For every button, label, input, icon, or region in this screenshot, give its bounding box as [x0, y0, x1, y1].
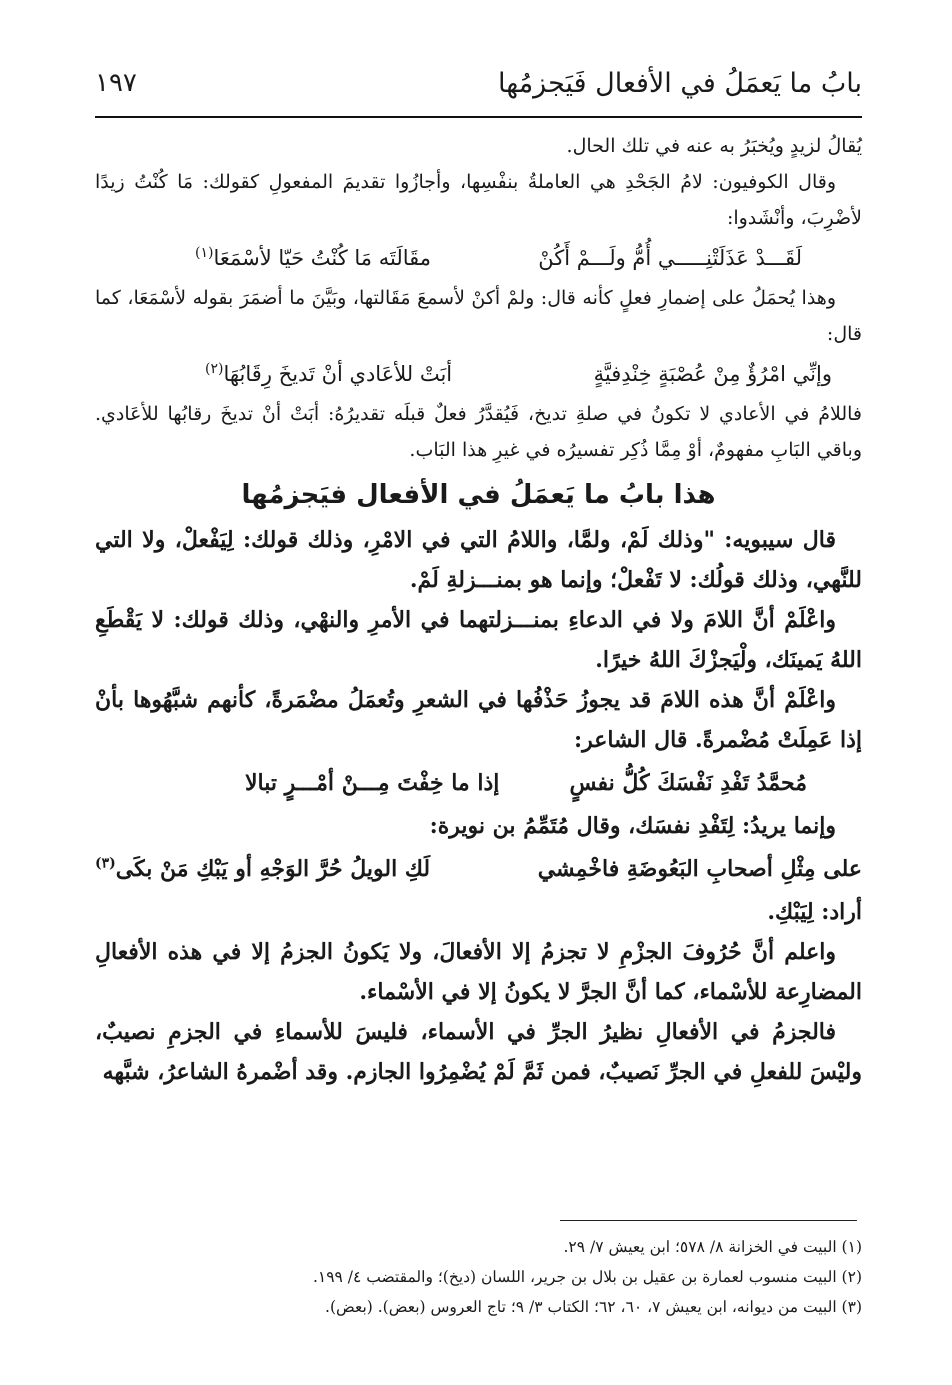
footnote-rule: [560, 1220, 857, 1221]
paragraph: أراد: لِيَبْكِ.: [767, 899, 862, 925]
paragraph: واعلم أنَّ حُرُوفَ الجزْمِ لا تجزمُ إلا الأفعالَ، ولا يَكونُ الجزمُ إلا في هذه الأفعالِ المضارِعة للأسْماء، كما أنَّ الجرَّ لا يكونُ إلا في الأسْماء.: [95, 939, 862, 1005]
footnotes: [95, 1232, 862, 1322]
verse-second-hemistich: إذا ما خِفْتَ مِـــنْ أمْـــرٍ تبالا: [245, 770, 500, 796]
footnote: (٢) البيت منسوب لعمارة بن عقيل بن بلال بن جرير، اللسان (ديخ)؛ والمقتضب ٤/ ١٩٩.: [312, 1268, 862, 1286]
paragraph: واعْلَمْ أنَّ هذه اللامَ قد يجوزُ حَذْفُها في الشعرِ وتُعمَلُ مضْمَرةً، كأنهم شبَّهُوها بأنْ إذا عَمِلَتْ مُضْمرةً. قال الشاعر:: [95, 687, 862, 753]
verse-second-text: أبَتْ للأعَادي أنْ تَديخَ رِقَابُهَا: [223, 362, 453, 386]
verse-first-hemistich: وإنِّي امْرُؤٌ مِنْ عُصْبَةٍ خِنْدِفيَّةٍ: [593, 362, 832, 386]
footnote: (١) البيت في الخزانة ٨/ ٥٧٨؛ ابن يعيش ٧/ ٢٩.: [563, 1238, 862, 1256]
verse-second-hemistich: [195, 238, 431, 278]
body-text: [95, 128, 862, 1092]
paragraph: وقال الكوفيون: لامُ الجَحْدِ هي العاملةُ بنفْسِها، وأجازُوا تقديمَ المفعولِ كقولك: مَا كُنْتُ زيدًا لأضْرِبَ، وأنْشَدوا:: [95, 171, 862, 229]
verse-line: [95, 354, 862, 394]
header-rule: [95, 116, 862, 118]
verse-second-text: مقَالَتَه مَا كُنْتُ حَيّا لأسْمَعَا: [213, 246, 431, 270]
paragraph: قال سيبويه: "وذلك لَمْ، ولمَّا، واللامُ التي في الامْرِ، وذلك قولك: لِيَفْعلْ، ولا التي للنَّهي، وذلك قولُك: لا تَفْعلْ؛ وإنما هو بمنـــزلةِ لَمْ.: [95, 527, 862, 593]
verse-first-hemistich: لَقَـــدْ عَذَلَتْنِـــــي أُمُّ ولَـــمْ أَكُنْ: [538, 246, 802, 270]
verse-second-hemistich: [205, 354, 452, 394]
verse-line: [95, 238, 862, 278]
footnote-marker: (٢): [205, 361, 224, 377]
paragraph: يُقالُ لزيدٍ ويُخبَرُ به عنه في تلك الحال.: [566, 135, 862, 157]
verse-first-hemistich: مُحمَّدُ تَفْدِ نَفْسَكَ كُلُّ نفسٍ: [569, 770, 807, 796]
paragraph: وإنما يريدُ: لِتَفْدِ نفسَك، وقال مُتَمِّمُ بن نويرة:: [429, 813, 836, 839]
section-title: هذا بابُ ما يَعمَلُ في الأفعال فيَجزمُها: [241, 480, 716, 510]
paragraph: فاللامُ في الأعادي لا تكونُ في صلةِ تديخ، فَيُقدَّرُ فعلٌ قبلَه تقديرُهُ: أبَتْ أنْ تديخَ رقابُها للأعَادي. وباقي البَابِ مفهومٌ، أوْ مِمَّا ذُكِر تفسيرُه في غيرِ هذا البَاب.: [95, 403, 862, 461]
verse-second-hemistich: [95, 848, 430, 890]
paragraph: واعْلَمْ أنَّ اللامَ ولا في الدعاءِ بمنـــزلتهما في الأمرِ والنهْي، وذلك قولك: لا يَقْطَعِ اللهُ يَمينَك، ولْيَجزْكَ اللهُ خيرًا.: [95, 607, 862, 673]
running-title: بابُ ما يَعمَلُ في الأفعال فَيَجزمُها: [498, 68, 862, 99]
verse-second-text: لَكِ الويلُ حُرَّ الوَجْهِ أو يَبْكِ مَنْ بكَى: [115, 856, 431, 882]
verse-line: [95, 762, 862, 804]
footnote: (٣) البيت من ديوانه، ابن يعيش ٧، ٦٠، ٦٢؛ الكتاب ٣/ ٩؛ تاج العروس (بعض). (بعض).: [325, 1298, 862, 1316]
verse-first-hemistich: على مِثْلِ أصحابِ البَعُوضَةِ فاخْمِشي: [537, 856, 862, 882]
footnote-marker: (١): [195, 245, 214, 261]
paragraph: وهذا يُحمَلُ على إضمارِ فعلٍ كأنه قال: ولمْ أكنْ لأسمعَ مَقَالتها، وبَيَّنَ ما أضمَرَ بقوله لأسْمَعَا، كما قال:: [95, 287, 862, 345]
verse-line: [95, 848, 862, 890]
page-header: [95, 62, 862, 110]
footnote-marker: (٣): [95, 855, 116, 872]
paragraph: فالجزمُ في الأفعالِ نظيرُ الجرِّ في الأسماء، فليسَ للأسماءِ في الجزمِ نصيبٌ، وليْسَ للفعلِ في الجرِّ نَصيبٌ، فمن ثَمَّ لَمْ يُضْمِرُوا الجازم. وقد أضْمرهُ الشاعرُ، شبَّهه: [95, 1019, 862, 1085]
page-number: ١٩٧: [95, 68, 137, 98]
